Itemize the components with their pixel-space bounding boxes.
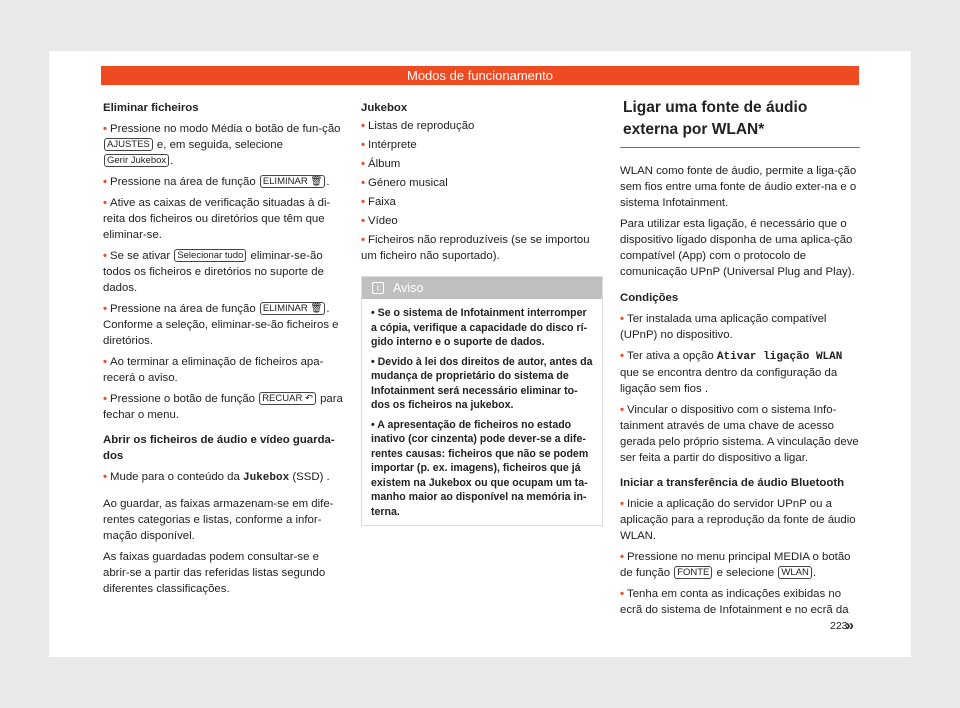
section-title: Ligar uma fonte de áudio externa por WLAN* bbox=[620, 97, 860, 148]
list-item: • Vídeo bbox=[361, 215, 398, 227]
bullet-8: • Mude para o conteúdo da Jukebox (SSD) . bbox=[103, 471, 330, 484]
info-icon: i bbox=[372, 282, 384, 294]
list-item: • Álbum bbox=[361, 158, 401, 170]
column-3 bbox=[620, 97, 860, 634]
ativar-wlan-option: Ativar ligação WLAN bbox=[716, 351, 843, 363]
bullet-3: • Ative as caixas de verificação situadas à di-reita dos ficheiros ou diretórios que têm que eliminar-se. bbox=[103, 197, 331, 241]
bullet-6: • Tenha em conta as indicações exibidas no ecrã do sistema de Infotainment e no ecrã da » bbox=[620, 588, 854, 634]
bullet-4: • Inicie a aplicação do servidor UPnP ou a aplicação para a reprodução da fonte de áudio WLAN. bbox=[620, 498, 856, 542]
ajustes-key: AJUSTES bbox=[104, 138, 153, 151]
heading-condicoes: Condições bbox=[620, 292, 679, 304]
eliminar-key: ELIMINAR 🗑 bbox=[260, 175, 326, 188]
eliminar-key-2: ELIMINAR 🗑 bbox=[260, 302, 326, 315]
continue-icon: » bbox=[845, 617, 854, 634]
wlan-key: WLAN bbox=[778, 566, 811, 579]
paragraph-2: Para utilizar esta ligação, é necessário que o dispositivo ligado disponha de uma aplica-ção compatível (App) com o protocolo de comunicação UPnP (Universal Plug and Play). bbox=[620, 218, 855, 278]
paragraph-1: WLAN como fonte de áudio, permite a liga-ção sem fios entre uma fonte de áudio exter-na e o sistema Infotainment. bbox=[620, 165, 857, 209]
note-title: Aviso bbox=[393, 281, 424, 295]
heading-eliminar: Eliminar ficheiros bbox=[103, 102, 199, 114]
heading-abrir: Abrir os ficheiros de áudio e vídeo guarda-dos bbox=[103, 434, 335, 462]
bullet-1: • Pressione no modo Média o botão de fun-ção AJUSTES e, em seguida, selecione Gerir Jukebox . bbox=[103, 123, 341, 167]
list-item: • Faixa bbox=[361, 196, 396, 208]
bullet-2: • Pressione na área de função ELIMINAR 🗑 . bbox=[103, 176, 330, 188]
section-header: Modos de funcionamento bbox=[101, 66, 859, 85]
paragraph-2: As faixas guardadas podem consultar-se e abrir-se a partir das referidas listas segundo diferentes classificações. bbox=[103, 551, 326, 595]
bullet-6: • Ao terminar a eliminação de ficheiros apa-recerá o aviso. bbox=[103, 356, 324, 384]
recuar-key: RECUAR ↶ bbox=[259, 392, 316, 405]
list-item: • Género musical bbox=[361, 177, 448, 189]
list-item: • Listas de reprodução bbox=[361, 120, 475, 132]
bullet-5: • Pressione na área de função ELIMINAR 🗑 . Conforme a seleção, eliminar-se-ão ficheiros e diretórios. bbox=[103, 303, 339, 347]
bullet-2: • Ter ativa a opção Ativar ligação WLAN que se encontra dentro da configuração da ligação sem fios . bbox=[620, 350, 843, 395]
paragraph-1: Ao guardar, as faixas armazenam-se em dife-rentes categorias e listas, conforme a infor-mação disponível. bbox=[103, 498, 334, 542]
list-item: • Ficheiros não reproduzíveis (se se importou um ficheiro não suportado). bbox=[361, 234, 590, 262]
note-item: • Se o sistema de Infotainment interromper a cópia, verifique a capacidade do disco rí-gido interno e o suporte de dados. bbox=[371, 307, 588, 348]
note-header bbox=[362, 277, 602, 299]
fonte-key: FONTE bbox=[674, 566, 712, 579]
bullet-4: • Se se ativar Selecionar tudo eliminar-se-ão todos os ficheiros e diretórios no suporte de dados. bbox=[103, 250, 324, 294]
heading-jukebox: Jukebox bbox=[361, 102, 408, 114]
column-1 bbox=[103, 97, 345, 602]
heading-iniciar: Iniciar a transferência de áudio Bluetooth bbox=[620, 477, 845, 489]
column-2 bbox=[361, 97, 603, 526]
page-number: 223 bbox=[830, 620, 848, 632]
note-body bbox=[362, 299, 602, 525]
selecionar-tudo-key: Selecionar tudo bbox=[174, 249, 246, 262]
bullet-dot: • bbox=[103, 123, 107, 135]
bullet-3: • Vincular o dispositivo com o sistema Info-tainment através de uma chave de acesso gerada pelo próprio sistema. A vinculação deve ser feita a partir do dispositivo a ligar. bbox=[620, 404, 859, 464]
gerir-jukebox-key: Gerir Jukebox bbox=[104, 154, 169, 167]
note-item: • A apresentação de ficheiros no estado inativo (cor cinzenta) pode dever-se a dife-rentes causas: ficheiros que não se podem importar (p. ex. imagens), ficheiros que já existem na Jukebox ou que ocupam um ta-manho maior ao disponível na memória in-terna. bbox=[371, 418, 589, 518]
bullet-5: • Pressione no menu principal MEDIA o botão de função FONTE e selecione WLAN . bbox=[620, 551, 851, 579]
note-item: • Devido à lei dos direitos de autor, antes da mudança de proprietário do sistema de Infotainment será necessário eliminar to-dos os ficheiros na jukebox. bbox=[371, 355, 593, 411]
warning-note bbox=[361, 276, 603, 526]
bullet-7: • Pressione o botão de função RECUAR ↶ para fechar o menu. bbox=[103, 393, 343, 421]
bullet-1: • Ter instalada uma aplicação compatível (UPnP) no dispositivo. bbox=[620, 313, 827, 341]
list-item: • Intérprete bbox=[361, 139, 417, 151]
